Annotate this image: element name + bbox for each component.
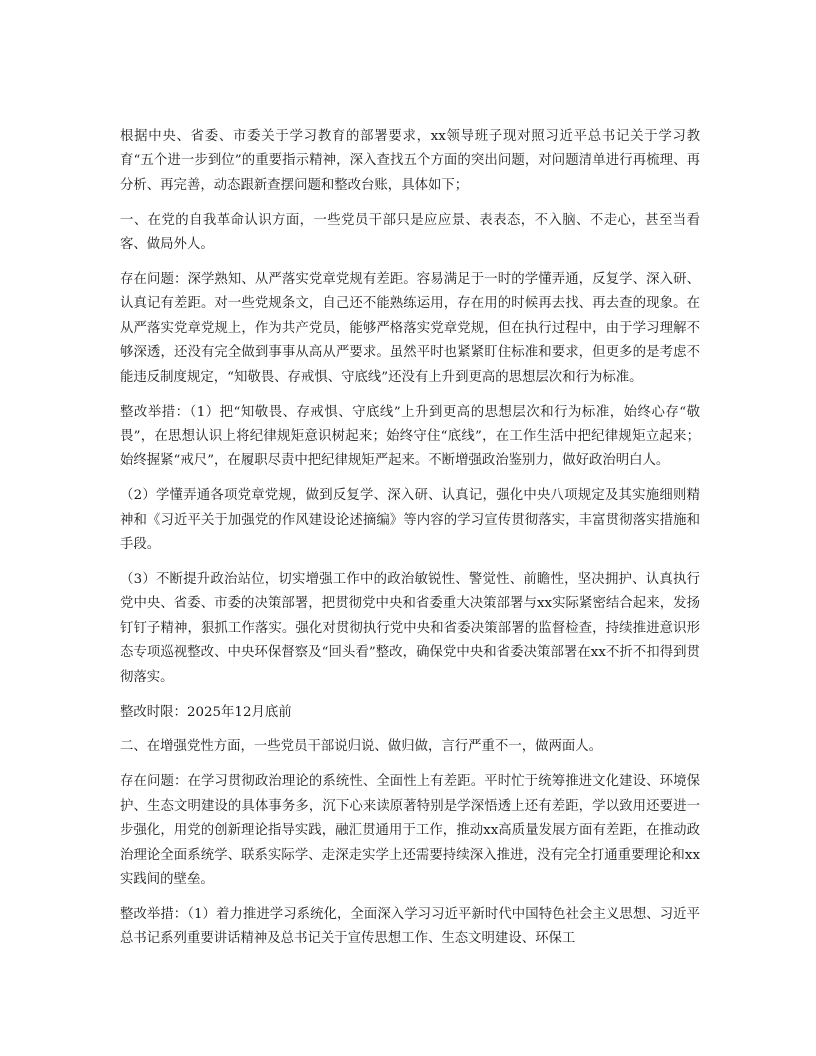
section-1-measure-2: （2）学懂弄通各项党章党规，做到反复学、深入研、认真记，强化中央八项规定及其实施细则精神和《习近平关于加强党的作风建设论述摘编》等内容的学习宣传贯彻落实，丰富贯彻落实措施和手段。: [120, 488, 700, 553]
document-body: [120, 125, 700, 952]
section-1-measure-1: 整改举措：（1）把“知敬畏、存戒惧、守底线”上升到更高的思想层次和行为标准，始终心存“敬畏”，在思想认识上将纪律规矩意识树起来；始终守住“底线”，在工作生活中把纪律规矩立起来；始终握紧“戒尺”，在履职尽责中把纪律规矩严起来。不断增强政治鉴别力，做好政治明白人。: [120, 404, 700, 469]
section-1-problem: 存在问题：深学熟知、从严落实党章党规有差距。容易满足于一时的学懂弄通，反复学、深入研、认真记有差距。对一些党规条文，自己还不能熟练运用，存在用的时候再去找、再去查的现象。在从严落实党章党规上，作为共产党员，能够严格落实党章党规，但在执行过程中，由于学习理解不够深透，还没有完全做到事事从高从严要求。虽然平时也紧紧盯住标准和要求，但更多的是考虑不能违反制度规定，“知敬畏、存戒惧、守底线”还没有上升到更高的思想层次和行为标准。: [120, 272, 700, 385]
section-1-heading: 一、在党的自我革命认识方面，一些党员干部只是应应景、表表态，不入脑、不走心，甚至当看客、做局外人。: [120, 212, 700, 253]
section-1-measure-3: （3）不断提升政治站位，切实增强工作中的政治敏锐性、警觉性、前瞻性，坚决拥护、认真执行党中央、省委、市委的决策部署，把贯彻党中央和省委重大决策部署与xx实际紧密结合起来，发扬钉钉子精神，狠抓工作落实。强化对贯彻执行党中央和省委决策部署的监督检查，持续推进意识形态专项巡视整改、中央环保督察及“回头看”整改，确保党中央和省委决策部署在xx不折不扣得到贯彻落实。: [120, 572, 700, 685]
section-2-problem: 存在问题：在学习贯彻政治理论的系统性、全面性上有差距。平时忙于统筹推进文化建设、环境保护、生态文明建设的具体事务多，沉下心来读原著特别是学深悟透上还有差距，学以致用还要进一步强化，用党的创新理论指导实践，融汇贯通用于工作，推动xx高质量发展方面有差距，在推动政治理论全面系统学、联系实际学、走深走实学上还需要持续深入推进，没有完全打通重要理论和xx实践间的壁垒。: [120, 774, 700, 887]
section-1-deadline: 整改时限：2025年12月底前: [120, 704, 292, 720]
section-2-heading: 二、在增强党性方面，一些党员干部说归说、做归做，言行严重不一，做两面人。: [120, 739, 603, 755]
intro-paragraph: 根据中央、省委、市委关于学习教育的部署要求，xx领导班子现对照习近平总书记关于学习教育“五个进一步到位”的重要指示精神，深入查找五个方面的突出问题，对问题清单进行再梳理、再分析、再完善，动态跟新查摆问题和整改台账，具体如下；: [120, 129, 700, 193]
section-2-measure-1: 整改举措：（1）着力推进学习系统化，全面深入学习习近平新时代中国特色社会主义思想、习近平总书记系列重要讲话精神及总书记关于宣传思想工作、生态文明建设、环保工: [120, 906, 700, 947]
